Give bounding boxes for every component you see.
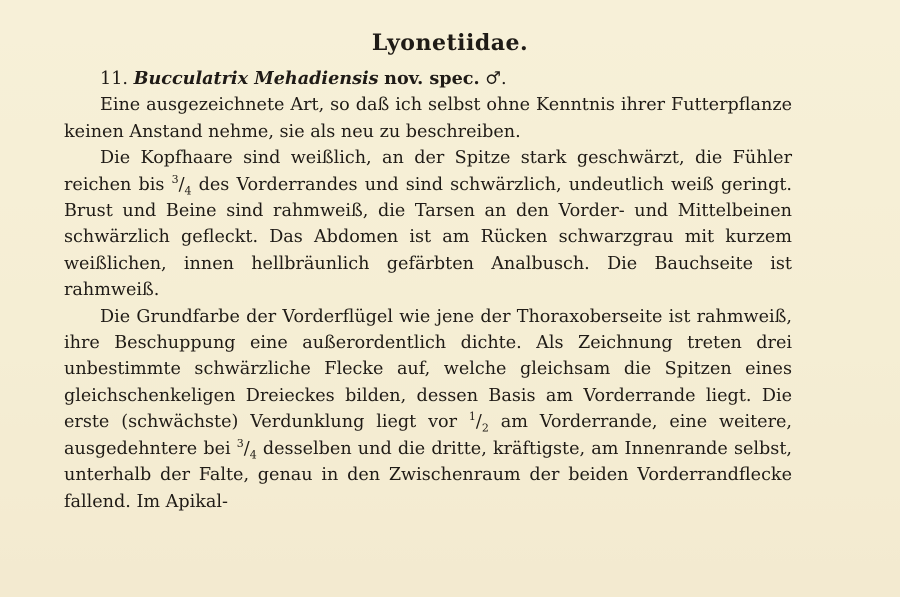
fraction-numerator: 1 [468,410,476,424]
species-line-end: . [501,69,507,89]
fraction-numerator: 3 [236,436,244,450]
paragraph-3-part-b: am Vorderrande, eine weitere, ausgedehntere bei [64,412,792,459]
fraction-denominator: 2 [481,421,489,435]
fraction-denominator: 4 [184,184,192,198]
paragraph-1: Eine ausgezeichnete Art, so daß ich selbst ohne Kenntnis ihrer Futterpflanze keinen Anstand nehme, sie als neu zu beschreiben. [64,95,792,142]
fraction-numerator: 3 [171,172,179,186]
paragraph-2: Die Kopfhaare sind weißlich, an der Spitze stark geschwärzt, die Fühler reichen bis $^3/_4$ des Vorderrandes und sind schwärzlich, undeutlich weiß geringt. Brust und Beine sind rahmweiß, die Tarsen an den Vorder- und Mittelbeinen schwärzlich gefleckt. Das Abdomen ist am Rücken schwarzgrau mit kurzem weißlichen, innen hellbräunlich gefärbten Analbusch. Die Bauchseite ist rahmweiß. [64,148,792,301]
paragraph-2-part-a: Die Kopfhaare sind weißlich, an der Spitze stark geschwärzt, die Fühler reichen bis [64,148,792,195]
body-text [64,66,792,515]
paragraph-3-part-a: Die Grundfarbe der Vorderflügel wie jene der Thoraxoberseite ist rahmweiß, ihre Beschuppung eine außerordentlich dichte. Als Zeichnung treten drei unbestimmte schwärzliche Flecke auf, welche gleichsam die Spitzen eines gleichschenkeligen Dreieckes bilden, dessen Basis am Vorderrande liegt. Die erste (schwächste) Verdunklung liegt vor [64,306,792,433]
fraction-denominator: 4 [249,448,257,462]
species-name: Bucculatrix Mehadiensis [133,68,379,89]
family-heading: Lyonetiidae. [371,30,529,56]
male-symbol-icon: ♂ [485,69,501,89]
species-designation: nov. spec. [384,68,480,89]
paragraph-2-part-b: des Vorderrandes und sind schwärzlich, undeutlich weiß geringt. Brust und Beine sind rahmweiß, die Tarsen an den Vorder- und Mittelbeinen schwärzlich gefleckt. Das Abdomen ist am Rücken schwarzgrau mit kurzem weißlichen, innen hellbräunlich gefärbten Analbusch. Die Bauchseite ist rahmweiß. [64,174,792,301]
paragraph-3: Die Grundfarbe der Vorderflügel wie jene der Thoraxoberseite ist rahmweiß, ihre Beschuppung eine außerordentlich dichte. Als Zeichnung treten drei unbestimmte schwärzliche Flecke auf, welche gleichsam die Spitzen eines gleichschenkeligen Dreieckes bilden, dessen Basis am Vorderrande liegt. Die erste (schwächste) Verdunklung liegt vor $^1/_2$ am Vorderrande, eine weitere, ausgedehntere bei $^3/_4$ desselben und die dritte, kräftigste, am Innenrande selbst, unterhalb der Falte, genau in den Zwischenraum der beiden Vorderrandflecke fallend. Im Apikal- [64,306,792,512]
species-number: 11. [100,69,128,89]
species-line [64,66,792,92]
paragraph-3-part-c: desselben und die dritte, kräftigste, am Innenrande selbst, unterhalb der Falte, genau in den Zwischenraum der beiden Vorderrandflecke fallend. Im Apikal- [64,438,792,512]
